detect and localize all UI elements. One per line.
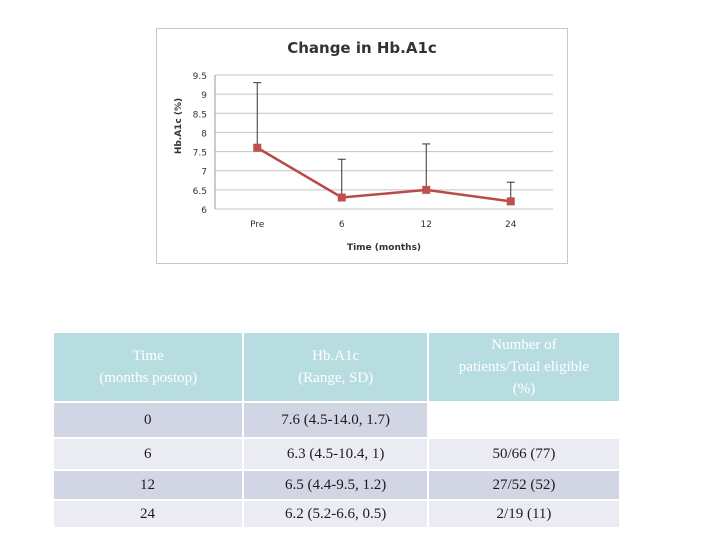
y-tick-label: 6.5	[192, 186, 207, 197]
header-hba1c: Hb.A1c (Range, SD)	[244, 333, 429, 403]
table-row	[54, 471, 621, 501]
cell-hba1c: 6.5 (4.4-9.5, 1.2)	[244, 471, 429, 501]
cell-patients: 50/66 (77)	[429, 439, 621, 471]
cell-patients: 2/19 (11)	[429, 501, 621, 529]
data-point	[507, 197, 515, 205]
cell-hba1c: 6.2 (5.2-6.6, 0.5)	[244, 501, 429, 529]
table-row	[54, 403, 621, 439]
y-tick-label: 9	[201, 91, 207, 102]
y-tick-label: 8.5	[192, 110, 207, 121]
x-tick-label: 24	[505, 220, 517, 230]
y-tick-label: 6	[201, 206, 207, 216]
x-tick-label: 12	[420, 220, 432, 230]
table-row	[54, 501, 621, 529]
x-tick-label: Pre	[250, 220, 265, 230]
hba1c-table	[54, 333, 621, 529]
y-tick-label: 8	[201, 129, 207, 140]
chart-title: Change in Hb.A1c	[287, 39, 437, 57]
data-point	[338, 194, 346, 202]
header-time: Time (months postop)	[54, 333, 244, 403]
table-row	[54, 439, 621, 471]
cell-time: 6	[54, 439, 244, 471]
cell-patients	[429, 403, 621, 439]
y-tick-label: 9.5	[192, 72, 207, 82]
cell-patients: 27/52 (52)	[429, 471, 621, 501]
table-header-row	[54, 333, 621, 403]
cell-time: 0	[54, 403, 244, 439]
cell-time: 24	[54, 501, 244, 529]
line-chart	[157, 29, 567, 263]
y-tick-label: 7	[201, 167, 207, 178]
y-axis-title: Hb.A1c (%)	[174, 97, 184, 155]
y-tick-label: 7.5	[192, 148, 207, 159]
cell-hba1c: 6.3 (4.5-10.4, 1)	[244, 439, 429, 471]
header-patients: Number of patients/Total eligible (%)	[429, 333, 621, 403]
chart-frame	[156, 28, 568, 264]
x-tick-label: 6	[338, 220, 345, 230]
data-point	[253, 144, 261, 152]
x-axis-title: Time (months)	[346, 243, 422, 253]
series-line	[257, 148, 511, 202]
data-point	[422, 186, 430, 194]
cell-hba1c: 7.6 (4.5-14.0, 1.7)	[244, 403, 429, 439]
cell-time: 12	[54, 471, 244, 501]
